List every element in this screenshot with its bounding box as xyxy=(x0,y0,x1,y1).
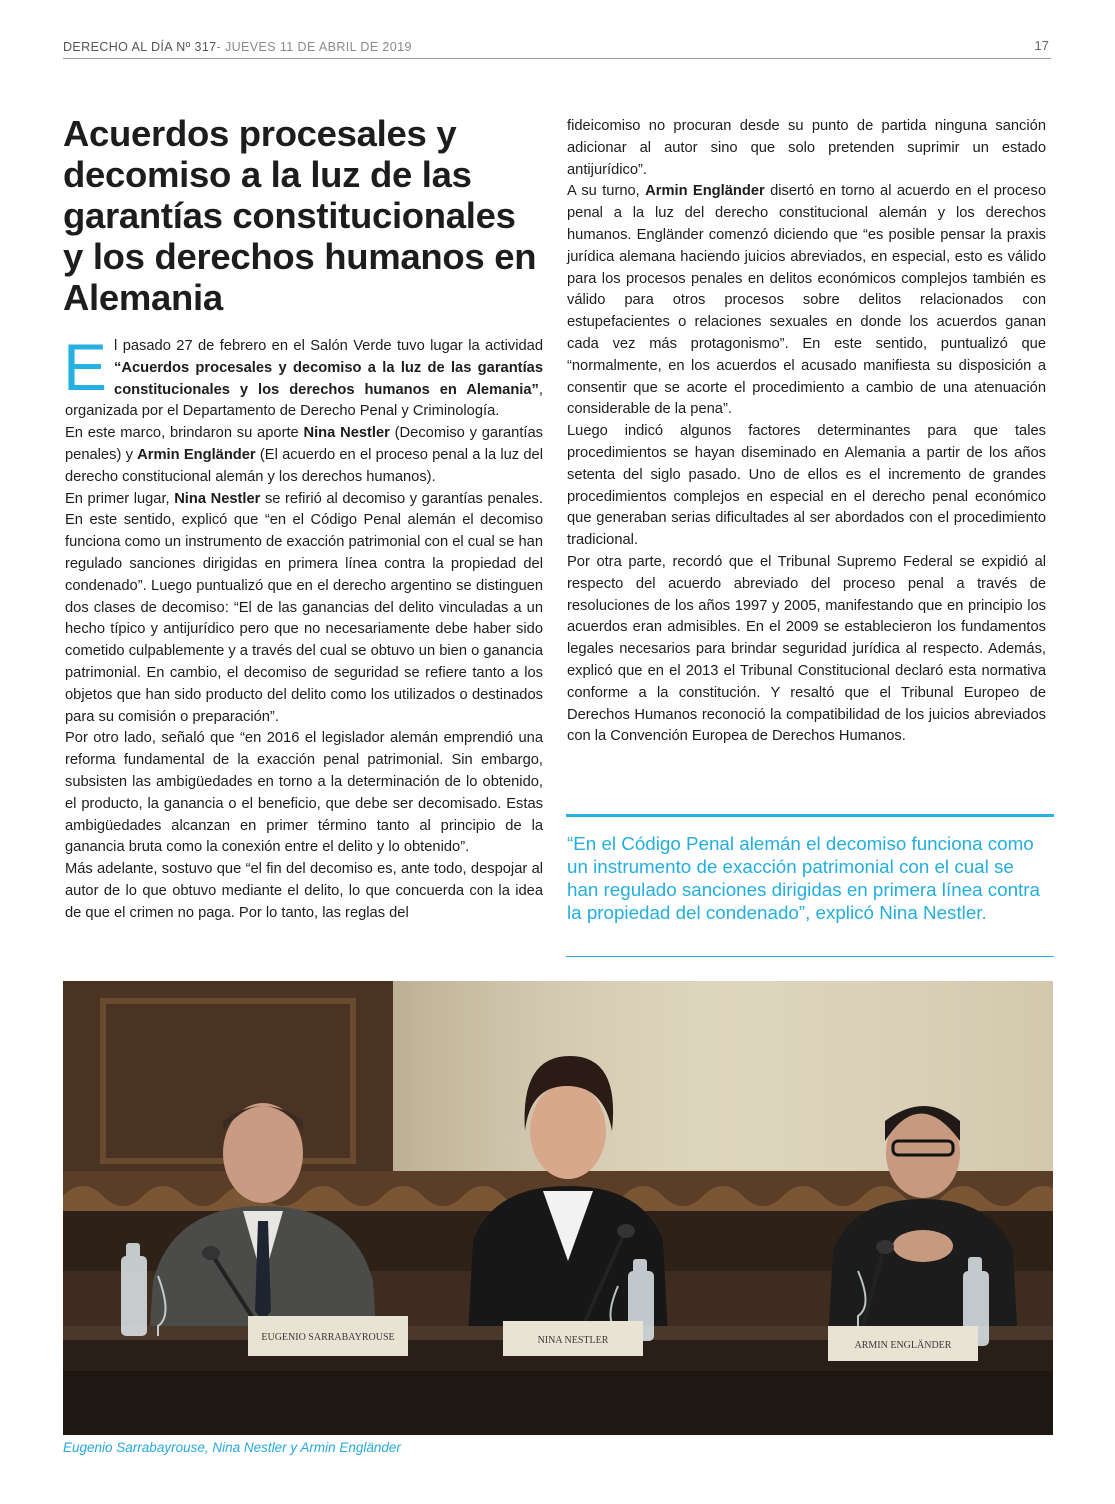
text-run: En primer lugar, xyxy=(65,490,175,507)
pullquote-rule-bottom xyxy=(566,956,1054,957)
text-run: l pasado 27 de febrero en el Salón Verde tuvo lugar la actividad xyxy=(114,338,543,354)
article-title: Acuerdos procesales y decomiso a la luz de las garantías constitucionales y los derechos humanos en Alemania xyxy=(63,113,537,318)
event-photo xyxy=(63,981,1053,1435)
paragraph-continued: fideicomiso no procuran desde su punto de partida ninguna sanción adicionar al autor sino que solo pretenden suprimir un estado antijurídico”. xyxy=(567,118,1046,178)
nameplate-left: EUGENIO SARRABAYROUSE xyxy=(261,1332,395,1343)
speaker-name: Armin Engländer xyxy=(137,446,256,463)
article-column-right xyxy=(567,116,1046,748)
text-run: En este marco, brindaron su aporte xyxy=(65,425,304,442)
speaker-name: Nina Nestler xyxy=(303,425,390,442)
text-run: se refirió al decomiso y garantías penales. En este sentido, explicó que “en el Código Penal alemán el decomiso funciona como un instrumento de exacción patrimonial con el cual se han regulado sanciones dirigidas en primera línea contra la propiedad del condenado”. Luego puntualizó que en el derecho argentino se distinguen dos clases de decomiso: “El de las ganancias del delito vinculadas a un hecho típico y antijurídico pero que no necesariamente debe haber sido cometido culpablemente y a través del cual se obtuvo un bien o ganancia patrimonial. En cambio, el decomiso de seguridad se refiere tanto a los objetos que han sido producto del delito como los utilizados o destinados para su comisión o preparación”. xyxy=(65,490,543,725)
drop-cap: E xyxy=(63,330,108,404)
page-number: 17 xyxy=(1034,38,1049,53)
paragraph-intro xyxy=(63,330,543,423)
paragraph: Por otro lado, señaló que “en 2016 el legislador alemán emprendió una reforma fundamental de la exacción penal patrimonial. Sin embargo, subsisten las ambigüedades en torno a la determinación de lo obtenido, el producto, la ganancia o el beneficio, que debe ser decomisado. Estas ambigüedades alcanzan en primer término tanto al principio de la ganancia bruta como la conexión entre el delito y lo obtenido”. xyxy=(65,730,543,856)
paragraph xyxy=(65,489,543,729)
text-run: A su turno, xyxy=(567,183,646,200)
text-run: (Decomiso y garantías penales) y xyxy=(65,425,543,463)
paragraph xyxy=(65,423,543,488)
pull-quote: “En el Código Penal alemán el decomiso funciona como un instrumento de exacción patrimonial con el cual se han regulado sanciones dirigidas en primera línea contra la propiedad del condenado”, explicó Nina Nestler. xyxy=(567,833,1040,923)
header-divider xyxy=(63,58,1051,59)
event-title-bold: “Acuerdos procesales y decomiso a la luz de las garantías constitucionales y los derechos humanos en Alemania” xyxy=(114,359,543,398)
text-run: disertó en torno al acuerdo en el proceso penal a la luz del derecho constitucional alemán y los derechos humanos. Engländer comenzó diciendo que “es posible pensar la praxis jurídica alemana haciendo juicios abreviados, en especial, esto es válido para los procesos penales en delitos económicos complejos también es válido para otros procesos sobre delitos relacionados con estupefacientes o relaciones sexuales en donde los acuerdos ganan cada vez más protagonismo”. En este sentido, puntualizó que “normalmente, en los acuerdos el acusado manifiesta su disposición a consentir que se acorte el procedimiento a cambio de una atenuación considerable de la pena”. xyxy=(567,183,1046,418)
text-run: , organizada por el Departamento de Derecho Penal y Criminología. xyxy=(65,381,543,420)
issue-date: - JUEVES 11 DE ABRIL DE 2019 xyxy=(216,40,412,54)
photo-caption: Eugenio Sarrabayrouse, Nina Nestler y Armin Engländer xyxy=(63,1440,401,1455)
paragraph: Por otra parte, recordó que el Tribunal Supremo Federal se expidió al respecto del acuerdo abreviado del proceso penal a través de resoluciones de los años 1997 y 2005, manifestando que en principio los acuerdos eran admisibles. En el 2009 se establecieron los fundamentos legales necesarios para brindar seguridad jurídica al respecto. Además, explicó que en el 2013 el Tribunal Constitucional declaró esta normativa conforme a la constitución. Y resaltó que el Tribunal Europeo de Derechos Humanos reconoció la compatibilidad de los juicios abreviados con la Convención Europea de Derechos Humanos. xyxy=(567,553,1046,745)
speaker-name: Nina Nestler xyxy=(174,490,261,507)
text-run: (El acuerdo en el proceso penal a la luz del derecho constitucional alemán y los derechos humanos). xyxy=(65,446,543,485)
paragraph xyxy=(567,181,1046,421)
nameplate-center: NINA NESTLER xyxy=(537,1335,609,1346)
page-header xyxy=(63,38,1051,60)
paragraph: Más adelante, sostuvo que “el fin del decomiso es, ante todo, despojar al autor de lo que obtuvo mediante el delito, lo que concuerda con la idea de que el crimen no paga. Por lo tanto, las reglas del xyxy=(65,861,543,921)
article-column-left xyxy=(63,330,543,925)
pullquote-rule-top xyxy=(566,814,1054,817)
paragraph: Luego indicó algunos factores determinantes para que tales procedimientos se hayan diseminado en Alemania a partir de los años setenta del siglo pasado. Uno de ellos es el incremento de grandes procedimientos complejos en especial en el derecho penal económico que generaban serias dificultades al ser abordados con el procedimiento tradicional. xyxy=(567,423,1046,549)
issue-number: DERECHO AL DÍA Nº 317 xyxy=(63,40,217,54)
publication-info xyxy=(63,40,412,54)
nameplate-right: ARMIN ENGLÄNDER xyxy=(854,1340,952,1351)
speaker-name: Armin Engländer xyxy=(645,183,765,200)
